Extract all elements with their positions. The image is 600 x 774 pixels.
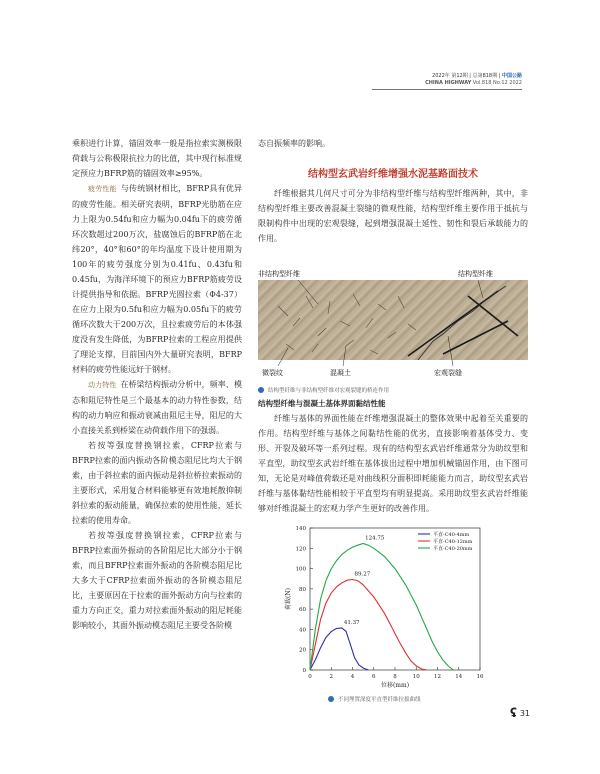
caption-bullet-icon (258, 387, 264, 393)
right-paragraph-3: 纤维与基体的界面性能在纤维增强混凝土的整体效果中起着至关重要的作用。结构型纤维与基体之间黏结性能的优劣，直接影响着基体受力、变形、开裂及破坏等一系列过程。现有的结构型玄武岩纤维通常分为助纹型和平直型，助纹型玄武岩纤维在基体拔出过程中增加机械锚固作用，由下图可知，无论是对峰值荷载还是对曲线积分面积即耗能能力而言，助纹型玄武岩纤维与基体黏结性能相较于平直型均有明显提高。采用助纹型玄武岩纤维能够对纤维混凝土的宏观力学产生更好的改善作用。 (258, 414, 528, 513)
left-paragraph-dynamics (72, 377, 242, 438)
journal-name: 中国公路 (501, 73, 522, 79)
x-tick-label: 2 (329, 674, 333, 680)
right-paragraph-2: 纤维根据其几何尺寸可分为非结构型纤维与结构型纤维两种，其中，非结构型纤维主要改善混凝土裂缝的微观性能，结构型纤维主要作用于抵抗与限制构件中出现的宏观裂缝，起到增强混凝土延性、韧性和裂后承载能力的作用。 (258, 189, 528, 243)
figure1-caption (258, 386, 528, 394)
dynamics-lead: 动力特性 (88, 381, 117, 389)
x-tick-label: 6 (372, 674, 376, 680)
peak-label-2: 124.75 (365, 535, 385, 542)
x-tick-label: 12 (434, 674, 441, 680)
y-tick-label: 80 (299, 586, 306, 593)
left-paragraph-1: 乘积进行计算，锚固效率一般是指拉索实测极限荷载与公称极限抗拉力的比值，其中现行标准规定预应力BFRP筋的锚固效率≥95%。 (72, 139, 242, 178)
label-structural-fiber: 结构型纤维 (458, 270, 493, 278)
x-tick-label: 8 (393, 674, 397, 680)
page-number-text: 31 (519, 708, 530, 718)
fiber-overlay (258, 266, 528, 384)
y-tick-label: 100 (295, 566, 306, 573)
figure1-caption-text: 结构型纤维与非结构型纤维对宏观裂缝的桥连作用 (268, 388, 390, 394)
label-nonstructural-fiber: 非结构型纤维 (258, 270, 300, 278)
right-column (258, 136, 528, 703)
x-tick-label: 10 (412, 674, 420, 680)
legend-label-1: 平直-C40-12mm (433, 539, 473, 545)
header-issue-text: 2022年 第12期 | 总第818期 | (432, 73, 502, 79)
header-issue (372, 72, 522, 79)
left-column (72, 136, 242, 633)
x-tick-label: 14 (455, 674, 463, 680)
y-tick-label: 40 (299, 627, 306, 634)
caption-bullet-icon (328, 696, 334, 702)
right-paragraph-1: 态自振频率的影响。 (258, 139, 330, 148)
y-tick-label: 60 (299, 607, 306, 614)
fatigue-lead: 疲劳性能 (88, 185, 117, 193)
page-header (372, 72, 522, 90)
section-title: 结构型玄武岩纤维增强水泥基路面技术 (308, 169, 478, 180)
x-axis-label: 位移(mm) (380, 682, 410, 689)
series-line-0 (310, 628, 368, 670)
label-macrocrack: 宏观裂缝 (434, 369, 462, 377)
y-tick-label: 20 (299, 647, 306, 654)
y-axis-label: 荷载(N) (285, 588, 292, 610)
y-tick-label: 0 (302, 668, 306, 674)
left-paragraph-fatigue (72, 181, 242, 377)
fatigue-text: 与传统钢材相比，BFRP具有优异的疲劳性能。相关研究表明，BFRP光肋筋在应力上限为0.54fu和应力幅为0.04fu下的疲劳循环次数超过200万次，盐腐蚀后的BFRP筋在北纬20°，40°和60°的年均温度下设计使用期为100年的疲劳强度分别为0.41fu、0.43fu和0.45fu，为海洋环境下的预应力BFRP筋疲劳设计提供指导和依据。BFRP光圆拉索（Φ4-37）在应力上限为0.5fu和应力幅为0.05fu下的疲劳循环次数大于200万次，且拉索疲劳后的本体强度没有发生降低，为BFRP拉索的工程应用提供了理论支撑，目前国内外大量研究表明，BFRP材料的疲劳性能远好于钢材。 (72, 184, 242, 374)
y-tick-label: 120 (295, 546, 306, 553)
header-english (372, 80, 522, 86)
header-rule (372, 89, 522, 90)
peak-label-0: 41.37 (343, 620, 360, 627)
pullout-chart (258, 520, 528, 695)
page-number (510, 706, 530, 720)
x-tick-label: 4 (350, 674, 355, 680)
journal-english-name: CHINA HIGHWAY (425, 80, 472, 86)
label-concrete: 混凝土 (330, 369, 351, 377)
page-lightning-icon: ʢ (509, 706, 517, 720)
x-tick-label: 0 (308, 674, 312, 680)
dynamics-text: 在桥梁结构振动分析中，频率、模态和阻尼特性是三个最基本的动力特性参数，结构的动力响应和振动衰减由阻尼主导，阻尼的大小直接关系到桥梁在动荷载作用下的强弱。 (72, 380, 243, 435)
figure2-caption-text: 不同埋置深度平直型纤维拉拔曲线 (338, 697, 421, 703)
label-microcrack: 微裂纹 (262, 369, 283, 377)
pullout-chart-svg (258, 520, 528, 695)
left-paragraph-4: 若按等强度替换钢拉索，CFRP拉索与BFRP拉索的面内振动各阶模态阻尼比均大于钢索，由于斜拉索的面内振动是斜拉桥拉索振动的主要形式，采用复合材料能够更有效地耗散抑制斜拉索的振动能量，确保拉索的使用性能，延长拉索的使用寿命。 (72, 441, 242, 525)
x-tick-label: 16 (476, 674, 484, 680)
left-paragraph-5: 若按等强度替换钢拉索，CFRP拉索与BFRP拉索面外振动的各阶阻尼比大部分小于钢索，而且BFRP拉索面外振动的各阶模态阻尼比大多大于CFRP拉索面外振动的各阶模态阻尼比，主要原因在于拉索的面外振动方向与拉索的重力方向正交，重力对拉索面外振动的阻尼耗能影响较小，其面外振动模态阻尼主要受各阶模 (72, 531, 242, 630)
subsection-title: 结构型纤维与混凝土基体界面黏结性能 (258, 399, 386, 408)
legend-label-0: 平直-C40-4mm (433, 532, 470, 538)
volume-number: Vol.818 No.12 2022 (472, 80, 522, 86)
figure2-caption (328, 695, 528, 703)
y-tick-label: 140 (295, 526, 306, 532)
legend-label-2: 平直-C40-20mm (433, 546, 473, 552)
series-line-2 (310, 544, 453, 671)
peak-label-1: 89.27 (354, 571, 371, 578)
fiber-crack-figure (258, 266, 528, 384)
